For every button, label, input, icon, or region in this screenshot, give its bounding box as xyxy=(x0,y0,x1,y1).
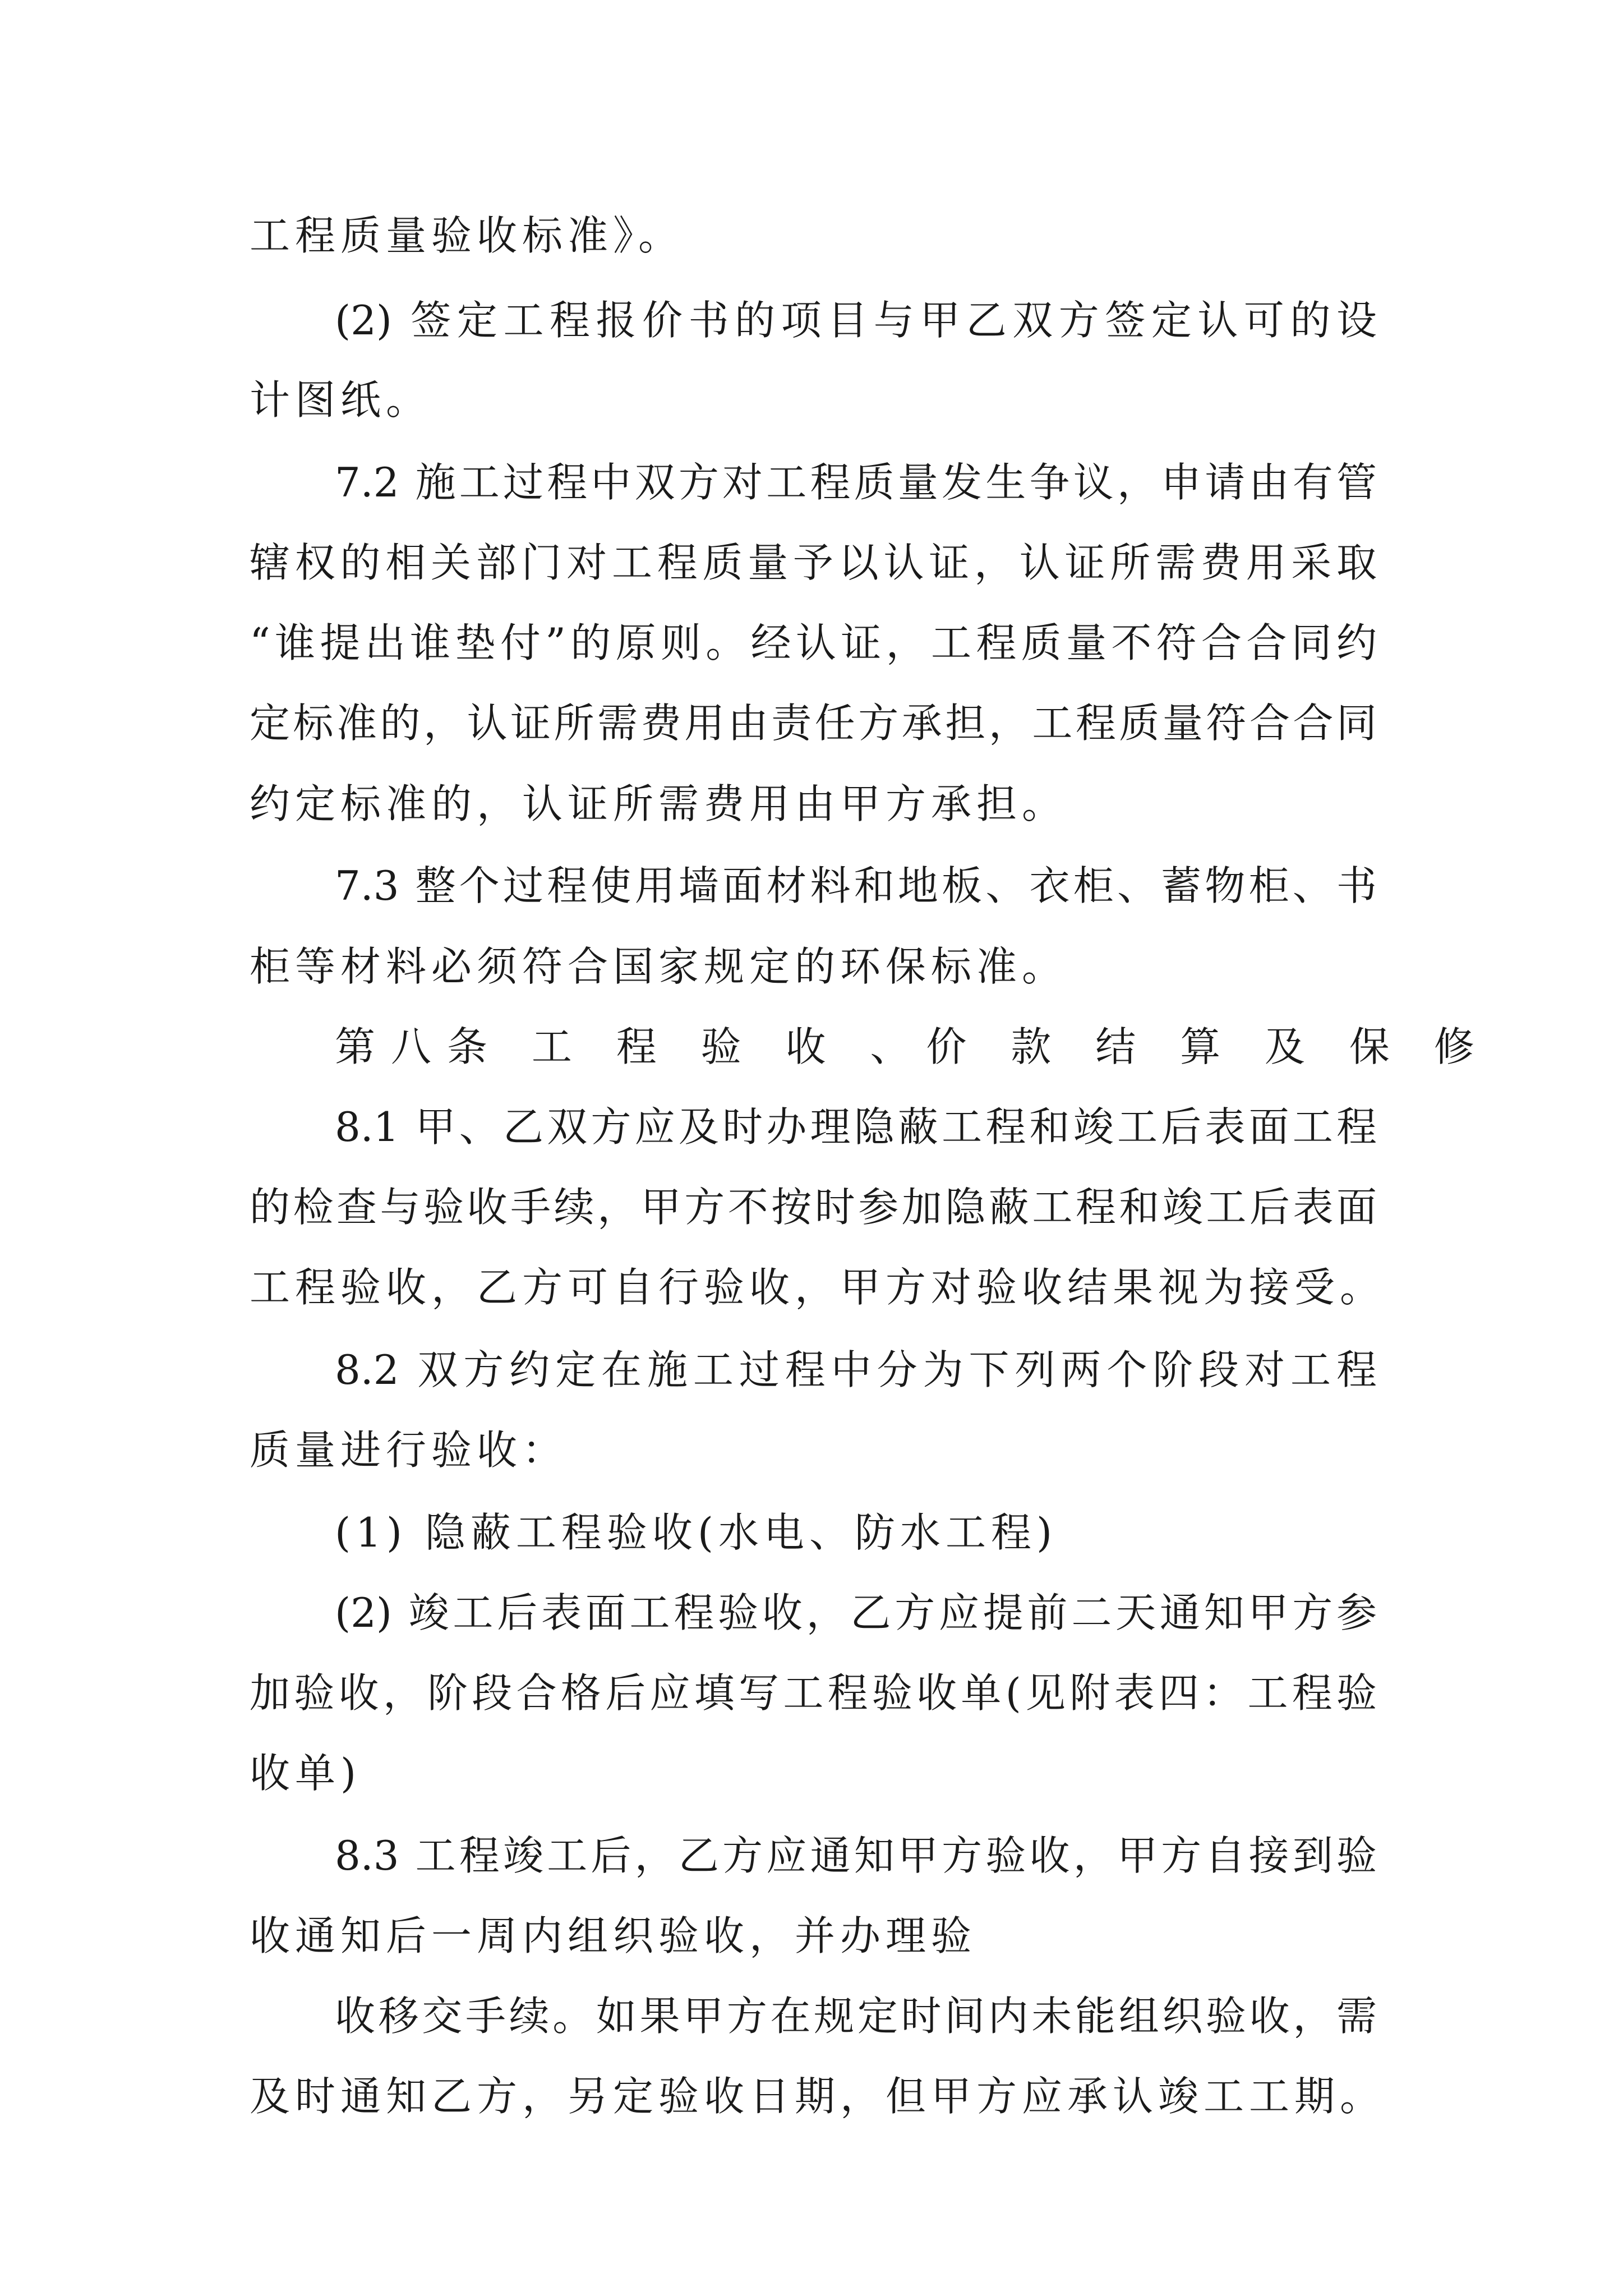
text-line: 7.2 施工过程中双方对工程质量发生争议，申请由有管 xyxy=(335,459,1377,506)
text-line: (2) 签定工程报价书的项目与甲乙双方签定认可的设 xyxy=(335,297,1377,344)
text-line: 柜等材料必须符合国家规定的环保标准。 xyxy=(250,943,1068,990)
text-line: 8.3 工程竣工后，乙方应通知甲方验收，甲方自接到验 xyxy=(335,1832,1377,1879)
text-line: (1) 隐蔽工程验收(水电、防水工程) xyxy=(335,1509,1058,1556)
text-line: 工程验收，乙方可自行验收，甲方对验收结果视为接受。 xyxy=(250,1264,1386,1311)
text-line: 8.2 双方约定在施工过程中分为下列两个阶段对工程 xyxy=(335,1346,1377,1393)
text-line: 8.1 甲、乙双方应及时办理隐蔽工程和竣工后表面工程 xyxy=(335,1103,1377,1151)
section-heading: 第八条 工 程 验 收 、价 款 结 算 及 保 修 xyxy=(335,1023,1490,1070)
text-line: 计图纸。 xyxy=(250,376,432,424)
text-line: 及时通知乙方，另定验收日期，但甲方应承认竣工工期。 xyxy=(250,2073,1386,2120)
text-line: 收通知后一周内组织验收，并办理验 xyxy=(250,1912,977,1959)
text-line: 的检查与验收手续，甲方不按时参加隐蔽工程和竣工后表面 xyxy=(250,1184,1377,1231)
text-line: (2) 竣工后表面工程验收，乙方应提前二天通知甲方参 xyxy=(335,1589,1377,1636)
text-line: 收移交手续。如果甲方在规定时间内未能组织验收，需 xyxy=(335,1993,1377,2040)
text-line: 约定标准的，认证所需费用由甲方承担。 xyxy=(250,780,1068,827)
text-line: “谁提出谁垫付”的原则。经认证，工程质量不符合合同约 xyxy=(250,619,1377,666)
text-line: 7.3 整个过程使用墙面材料和地板、衣柜、蓄物柜、书 xyxy=(335,862,1377,909)
text-line: 辖权的相关部门对工程质量予以认证，认证所需费用采取 xyxy=(250,539,1377,586)
text-line: 收单) xyxy=(250,1750,362,1797)
text-line: 质量进行验收： xyxy=(250,1427,568,1474)
text-line: 工程质量验收标准》。 xyxy=(250,212,684,259)
text-line: 定标准的，认证所需费用由责任方承担，工程质量符合合同 xyxy=(250,700,1377,747)
text-line: 加验收，阶段合格后应填写工程验收单(见附表四：工程验 xyxy=(250,1669,1377,1717)
